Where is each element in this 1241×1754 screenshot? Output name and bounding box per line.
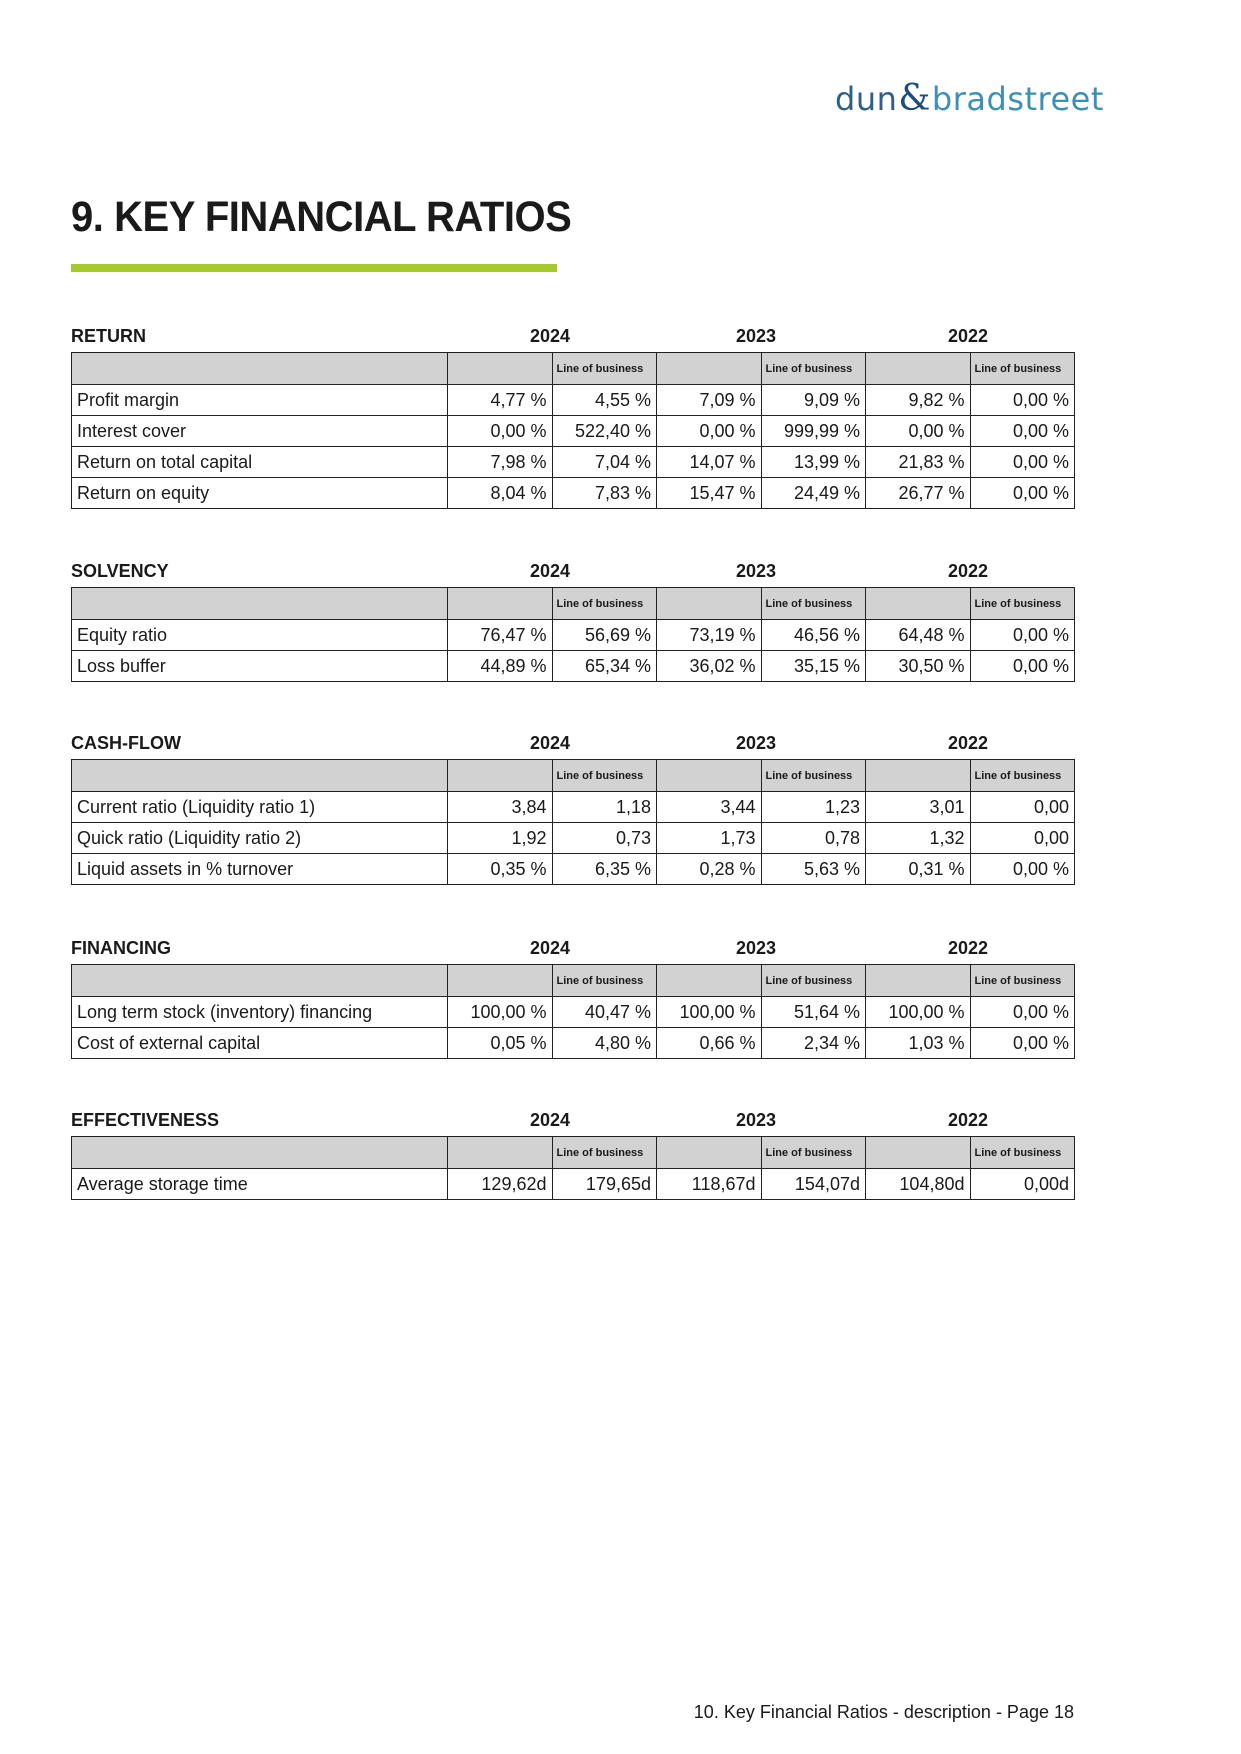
header-line-of-business: Line of business — [970, 760, 1075, 792]
cell-value: 35,15 % — [761, 651, 866, 682]
cell-value: 4,80 % — [552, 1028, 657, 1059]
cell-value: 0,00 % — [970, 651, 1075, 682]
return-table — [71, 352, 1075, 509]
section-header — [71, 1106, 1074, 1136]
cell-value: 7,09 % — [657, 385, 762, 416]
header-line-of-business: Line of business — [970, 965, 1075, 997]
cell-value: 51,64 % — [761, 997, 866, 1028]
logo-ampersand: & — [898, 78, 931, 119]
year-2023: 2023 — [736, 561, 777, 581]
cell-value: 36,02 % — [657, 651, 762, 682]
year-2023: 2023 — [736, 1110, 777, 1130]
logo-text-bradstreet: bradstreet — [931, 80, 1104, 118]
table-row — [72, 997, 1075, 1028]
section-header — [71, 729, 1074, 759]
section-title: EFFECTIVENESS — [71, 1110, 220, 1130]
cell-value: 4,77 % — [448, 385, 553, 416]
cell-value: 5,63 % — [761, 854, 866, 885]
page-title: 9. KEY FINANCIAL RATIOS — [71, 193, 572, 241]
table-row — [72, 478, 1075, 509]
header-blank — [657, 1137, 762, 1169]
year-2024: 2024 — [530, 561, 571, 581]
row-label: Return on equity — [72, 478, 448, 509]
header-line-of-business: Line of business — [970, 1137, 1075, 1169]
cell-value: 118,67d — [657, 1169, 762, 1200]
cell-value: 9,09 % — [761, 385, 866, 416]
header-line-of-business: Line of business — [552, 1137, 657, 1169]
header-blank — [866, 760, 971, 792]
cell-value: 7,04 % — [552, 447, 657, 478]
title-underline — [71, 264, 557, 272]
cell-value: 0,00 — [970, 823, 1075, 854]
year-2022: 2022 — [948, 938, 989, 958]
year-2022: 2022 — [948, 1110, 989, 1130]
cell-value: 179,65d — [552, 1169, 657, 1200]
cell-value: 3,01 — [866, 792, 971, 823]
section-effectiveness — [71, 1106, 1074, 1200]
cell-value: 0,66 % — [657, 1028, 762, 1059]
effectiveness-table — [71, 1136, 1075, 1200]
header-line-of-business: Line of business — [970, 588, 1075, 620]
header-blank — [448, 965, 553, 997]
header-line-of-business: Line of business — [552, 353, 657, 385]
cell-value: 1,23 — [761, 792, 866, 823]
cell-value: 14,07 % — [657, 447, 762, 478]
header-blank — [657, 353, 762, 385]
cell-value: 40,47 % — [552, 997, 657, 1028]
cell-value: 0,00 % — [970, 447, 1075, 478]
cell-value: 9,82 % — [866, 385, 971, 416]
cell-value: 8,04 % — [448, 478, 553, 509]
year-2023: 2023 — [736, 326, 777, 346]
cell-value: 0,00 % — [657, 416, 762, 447]
cell-value: 1,03 % — [866, 1028, 971, 1059]
row-label: Liquid assets in % turnover — [72, 854, 448, 885]
row-label: Loss buffer — [72, 651, 448, 682]
year-2024: 2024 — [530, 938, 571, 958]
header-blank — [657, 760, 762, 792]
header-blank — [448, 1137, 553, 1169]
table-row — [72, 792, 1075, 823]
section-financing — [71, 934, 1074, 1059]
cell-value: 3,44 — [657, 792, 762, 823]
header-blank — [866, 353, 971, 385]
header-blank — [448, 588, 553, 620]
cell-value: 1,18 — [552, 792, 657, 823]
cell-value: 3,84 — [448, 792, 553, 823]
cell-value: 7,98 % — [448, 447, 553, 478]
table-row — [72, 416, 1075, 447]
cell-value: 0,31 % — [866, 854, 971, 885]
logo-text-dun: dun — [835, 80, 898, 118]
table-row — [72, 1169, 1075, 1200]
year-2024: 2024 — [530, 733, 571, 753]
table-row — [72, 854, 1075, 885]
cell-value: 0,00 % — [970, 620, 1075, 651]
cell-value: 0,00 — [970, 792, 1075, 823]
year-2022: 2022 — [948, 561, 989, 581]
header-line-of-business: Line of business — [761, 353, 866, 385]
header-blank — [657, 965, 762, 997]
cell-value: 44,89 % — [448, 651, 553, 682]
cell-value: 0,00 % — [970, 385, 1075, 416]
table-header-row — [72, 965, 1075, 997]
cell-value: 65,34 % — [552, 651, 657, 682]
cash-flow-table — [71, 759, 1075, 885]
header-line-of-business: Line of business — [970, 353, 1075, 385]
cell-value: 100,00 % — [448, 997, 553, 1028]
table-header-row — [72, 1137, 1075, 1169]
table-row — [72, 823, 1075, 854]
header-blank — [866, 1137, 971, 1169]
cell-value: 0,73 — [552, 823, 657, 854]
row-label: Quick ratio (Liquidity ratio 2) — [72, 823, 448, 854]
section-cash-flow — [71, 729, 1074, 885]
solvency-table — [71, 587, 1075, 682]
header-blank — [72, 353, 448, 385]
table-row — [72, 385, 1075, 416]
cell-value: 13,99 % — [761, 447, 866, 478]
cell-value: 0,05 % — [448, 1028, 553, 1059]
cell-value: 0,35 % — [448, 854, 553, 885]
cell-value: 100,00 % — [866, 997, 971, 1028]
cell-value: 0,28 % — [657, 854, 762, 885]
section-title: CASH-FLOW — [71, 733, 181, 753]
row-label: Current ratio (Liquidity ratio 1) — [72, 792, 448, 823]
year-2023: 2023 — [736, 938, 777, 958]
header-blank — [72, 588, 448, 620]
cell-value: 30,50 % — [866, 651, 971, 682]
year-2024: 2024 — [530, 1110, 571, 1130]
cell-value: 7,83 % — [552, 478, 657, 509]
header-line-of-business: Line of business — [552, 760, 657, 792]
section-title: SOLVENCY — [71, 561, 169, 581]
section-header — [71, 322, 1074, 352]
row-label: Average storage time — [72, 1169, 448, 1200]
cell-value: 26,77 % — [866, 478, 971, 509]
cell-value: 0,00 % — [448, 416, 553, 447]
header-line-of-business: Line of business — [761, 965, 866, 997]
header-blank — [866, 588, 971, 620]
year-2022: 2022 — [948, 733, 989, 753]
cell-value: 21,83 % — [866, 447, 971, 478]
table-header-row — [72, 760, 1075, 792]
cell-value: 64,48 % — [866, 620, 971, 651]
table-header-row — [72, 353, 1075, 385]
table-row — [72, 447, 1075, 478]
cell-value: 1,92 — [448, 823, 553, 854]
row-label: Profit margin — [72, 385, 448, 416]
header-line-of-business: Line of business — [552, 588, 657, 620]
header-blank — [72, 965, 448, 997]
cell-value: 0,00 % — [970, 416, 1075, 447]
header-blank — [657, 588, 762, 620]
row-label: Long term stock (inventory) financing — [72, 997, 448, 1028]
row-label: Return on total capital — [72, 447, 448, 478]
cell-value: 100,00 % — [657, 997, 762, 1028]
cell-value: 0,00 % — [970, 478, 1075, 509]
row-label: Cost of external capital — [72, 1028, 448, 1059]
table-row — [72, 651, 1075, 682]
cell-value: 154,07d — [761, 1169, 866, 1200]
table-header-row — [72, 588, 1075, 620]
section-solvency — [71, 557, 1074, 682]
cell-value: 15,47 % — [657, 478, 762, 509]
cell-value: 104,80d — [866, 1169, 971, 1200]
header-line-of-business: Line of business — [761, 588, 866, 620]
year-2024: 2024 — [530, 326, 571, 346]
section-header — [71, 557, 1074, 587]
table-row — [72, 620, 1075, 651]
cell-value: 46,56 % — [761, 620, 866, 651]
page-footer: 10. Key Financial Ratios - description - Page 18 — [693, 1702, 1074, 1722]
financing-table — [71, 964, 1075, 1059]
header-line-of-business: Line of business — [761, 1137, 866, 1169]
header-blank — [448, 760, 553, 792]
section-title: RETURN — [71, 326, 146, 346]
header-blank — [448, 353, 553, 385]
row-label: Interest cover — [72, 416, 448, 447]
cell-value: 1,73 — [657, 823, 762, 854]
header-line-of-business: Line of business — [552, 965, 657, 997]
cell-value: 0,00 % — [866, 416, 971, 447]
cell-value: 1,32 — [866, 823, 971, 854]
year-2023: 2023 — [736, 733, 777, 753]
cell-value: 2,34 % — [761, 1028, 866, 1059]
cell-value: 522,40 % — [552, 416, 657, 447]
header-line-of-business: Line of business — [761, 760, 866, 792]
section-header — [71, 934, 1074, 964]
cell-value: 73,19 % — [657, 620, 762, 651]
cell-value: 76,47 % — [448, 620, 553, 651]
row-label: Equity ratio — [72, 620, 448, 651]
cell-value: 0,00 % — [970, 854, 1075, 885]
cell-value: 24,49 % — [761, 478, 866, 509]
cell-value: 0,00d — [970, 1169, 1075, 1200]
header-blank — [866, 965, 971, 997]
table-row — [72, 1028, 1075, 1059]
cell-value: 6,35 % — [552, 854, 657, 885]
cell-value: 4,55 % — [552, 385, 657, 416]
cell-value: 0,78 — [761, 823, 866, 854]
header-blank — [72, 760, 448, 792]
header-blank — [72, 1137, 448, 1169]
cell-value: 999,99 % — [761, 416, 866, 447]
dun-bradstreet-logo — [835, 78, 1104, 119]
cell-value: 0,00 % — [970, 997, 1075, 1028]
section-title: FINANCING — [71, 938, 171, 958]
cell-value: 56,69 % — [552, 620, 657, 651]
section-return — [71, 322, 1074, 509]
cell-value: 129,62d — [448, 1169, 553, 1200]
cell-value: 0,00 % — [970, 1028, 1075, 1059]
year-2022: 2022 — [948, 326, 989, 346]
